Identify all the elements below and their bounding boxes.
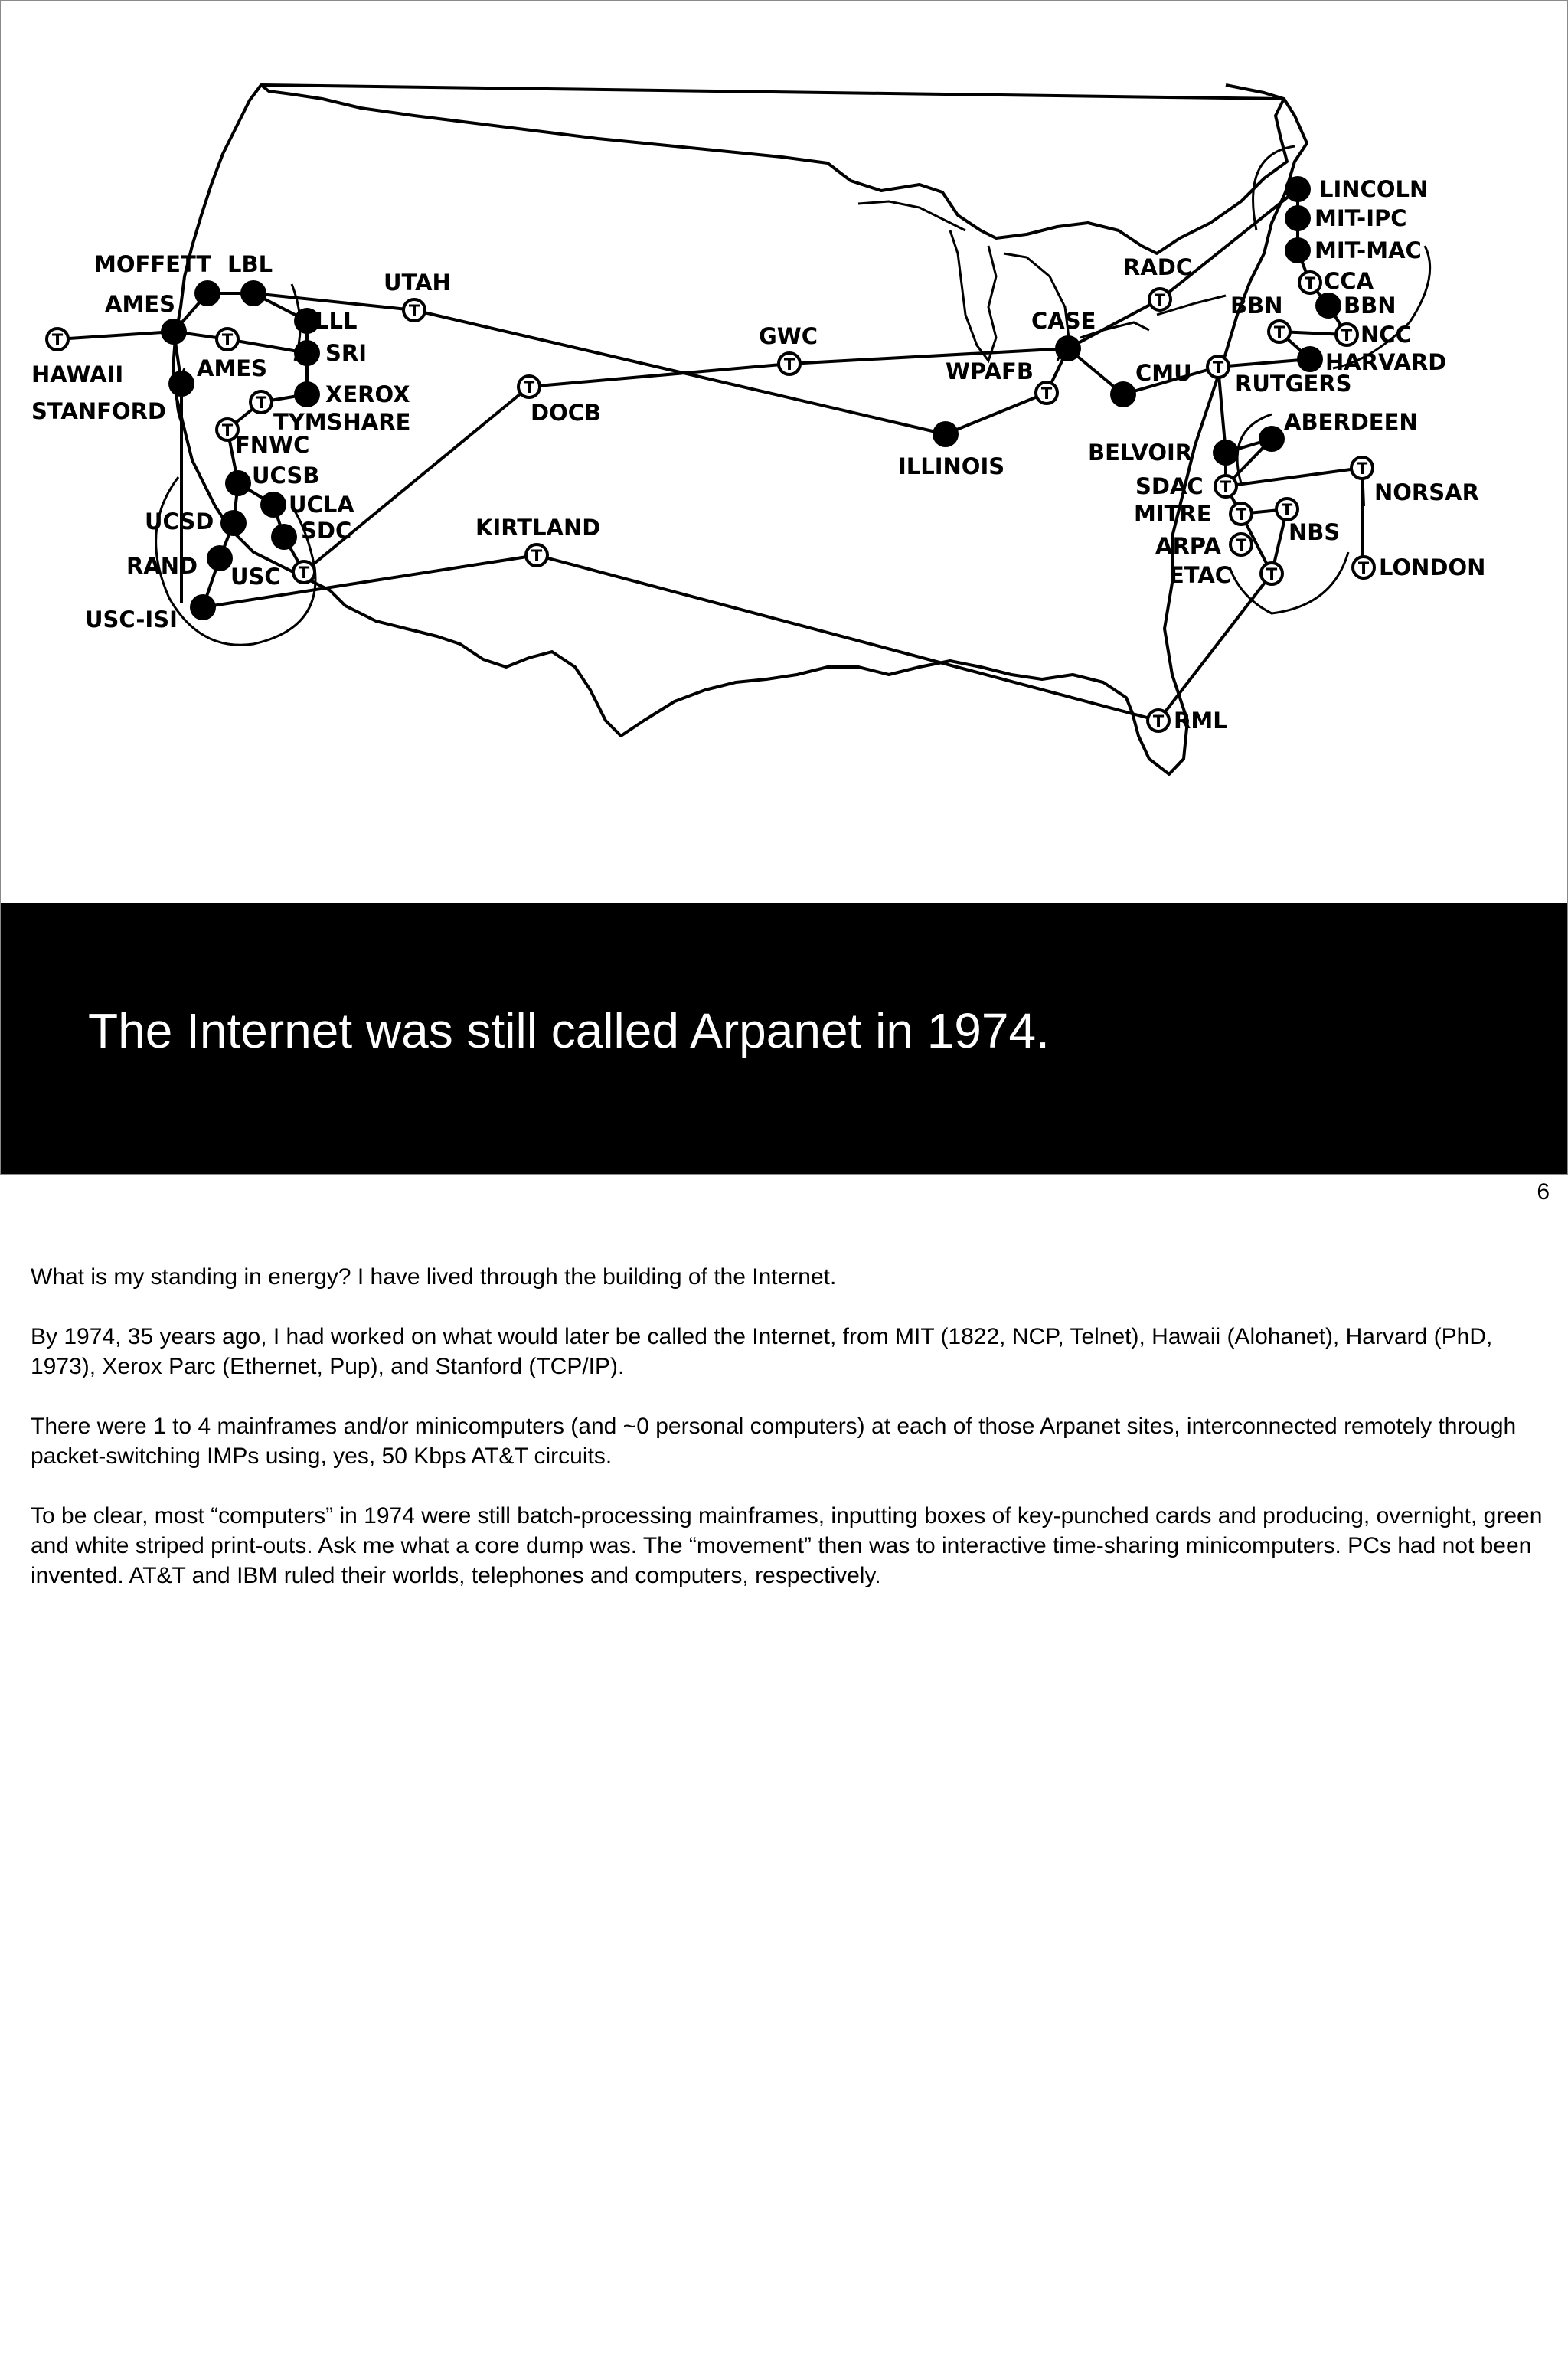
svg-text:T: T	[531, 547, 543, 565]
label-rand: RAND	[126, 553, 198, 579]
tip-node	[1215, 476, 1236, 497]
tip-node	[1207, 356, 1229, 378]
notes-paragraph: By 1974, 35 years ago, I had worked on what would later be called the Internet, from MIT (1822, NCP, Telnet), Hawaii (Alohanet), Harvard (PhD, 1973), Xerox Parc (Ethernet, Pup), and Stanford (TCP/IP).	[31, 1324, 1493, 1379]
label-lincoln: LINCOLN	[1319, 176, 1429, 202]
label-belvoir: BELVOIR	[1088, 440, 1193, 466]
tip-node	[518, 376, 540, 397]
label-norsar: NORSAR	[1374, 479, 1479, 505]
label-fnwc: FNWC	[235, 432, 310, 458]
tip-node	[217, 329, 238, 350]
label-nbs: NBS	[1289, 519, 1341, 545]
node-labels	[31, 176, 1485, 734]
tip-node	[1230, 503, 1252, 525]
svg-text:T: T	[1212, 358, 1224, 377]
tip-node	[1299, 272, 1321, 293]
svg-text:T: T	[1356, 459, 1368, 478]
speaker-notes	[31, 1262, 1543, 1620]
label-rutgers: RUTGERS	[1235, 371, 1352, 397]
tip-node	[526, 544, 547, 566]
label-bbn-2: BBN	[1344, 293, 1396, 319]
label-rml: RML	[1174, 708, 1227, 734]
label-case: CASE	[1031, 308, 1096, 334]
svg-text:T: T	[1235, 536, 1247, 554]
label-mit-mac: MIT-MAC	[1315, 237, 1422, 263]
tip-node	[1351, 457, 1373, 479]
label-arpa: ARPA	[1155, 533, 1221, 559]
label-etac: ETAC	[1169, 562, 1232, 588]
label-gwc: GWC	[759, 323, 818, 349]
notes-paragraph: To be clear, most “computers” in 1974 were still batch-processing mainframes, inputting boxes of key-punched cards and producing, overnight, green and white striped print-outs. Ask me what a core dump was. The “movement” then was to interactive time-sharing minicomputers. PCs had not been invented. AT&T and IBM ruled their worlds, telephones and computers, respectively.	[31, 1503, 1543, 1588]
notes-paragraph: What is my standing in energy? I have lived through the building of the Internet.	[31, 1264, 837, 1290]
label-hawaii: HAWAII	[31, 361, 124, 387]
tip-node	[1261, 563, 1282, 584]
label-mit-ipc: MIT-IPC	[1315, 205, 1407, 231]
label-ncc: NCC	[1361, 322, 1412, 348]
tip-node	[1036, 382, 1057, 404]
tip-node	[1276, 499, 1298, 520]
tip-node	[779, 353, 800, 374]
label-xerox: XEROX	[325, 381, 410, 407]
label-utah: UTAH	[384, 270, 451, 296]
svg-text:T: T	[221, 421, 234, 440]
svg-text:T: T	[1040, 384, 1053, 403]
svg-text:T: T	[221, 331, 234, 349]
slide	[0, 0, 1568, 1175]
svg-text:T: T	[1281, 501, 1293, 519]
tip-node	[1230, 534, 1252, 555]
label-tymshare: TYMSHARE	[273, 409, 411, 435]
svg-text:T: T	[1304, 274, 1316, 293]
label-cca: CCA	[1324, 268, 1374, 294]
label-aberdeen: ABERDEEN	[1284, 409, 1418, 435]
label-ucsb: UCSB	[252, 463, 320, 489]
svg-text:T: T	[298, 564, 310, 582]
svg-text:T: T	[1273, 323, 1285, 342]
svg-text:T: T	[408, 302, 420, 320]
label-docb: DOCB	[531, 400, 602, 426]
tip-node	[403, 299, 425, 321]
label-lbl: LBL	[227, 251, 273, 277]
tip-node	[1336, 324, 1357, 345]
label-moffett: MOFFETT	[94, 251, 212, 277]
label-radc: RADC	[1123, 254, 1193, 280]
label-sdac: SDAC	[1135, 473, 1204, 499]
label-usc: USC	[230, 564, 281, 590]
label-ames: AMES	[105, 291, 175, 317]
caption-bar	[1, 903, 1567, 1174]
label-sri: SRI	[325, 340, 368, 366]
tip-node	[293, 561, 315, 583]
arpanet-map	[1, 1, 1567, 903]
label-sdc-west: SDC	[301, 518, 352, 544]
notes-paragraph: There were 1 to 4 mainframes and/or minicomputers (and ~0 personal computers) at each of those Arpanet sites, interconnected remotely through packet-switching IMPs using, yes, 50 Kbps AT&T circuits.	[31, 1414, 1517, 1469]
svg-text:T: T	[783, 355, 795, 374]
svg-text:T: T	[1266, 565, 1278, 584]
svg-text:T: T	[1341, 326, 1353, 345]
label-mitre: MITRE	[1134, 501, 1212, 527]
label-bbn-1: BBN	[1230, 293, 1283, 319]
label-kirtland: KIRTLAND	[475, 515, 601, 541]
label-usc-isi: USC-ISI	[85, 606, 178, 633]
label-stanford: STANFORD	[31, 398, 166, 424]
label-cmu: CMU	[1135, 360, 1192, 386]
label-wpafb: WPAFB	[946, 358, 1034, 384]
tip-node	[1269, 321, 1290, 342]
tip-node	[1148, 710, 1169, 731]
svg-text:T: T	[1357, 559, 1370, 577]
slide-caption: The Internet was still called Arpanet in 1974.	[88, 1003, 1050, 1058]
label-ucsd: UCSD	[145, 508, 214, 535]
svg-text:T: T	[1235, 505, 1247, 524]
label-lll: LLL	[315, 308, 358, 334]
svg-text:T: T	[1220, 478, 1232, 496]
svg-text:T: T	[255, 394, 267, 412]
tip-node	[1353, 557, 1374, 578]
arpanet-map-drawing	[1, 1, 1567, 903]
great-lakes	[858, 201, 1226, 361]
label-illinois: ILLINOIS	[898, 453, 1005, 479]
tip-node	[250, 391, 272, 413]
label-ames-2: AMES	[197, 355, 267, 381]
svg-text:T: T	[51, 331, 64, 349]
tip-node	[47, 329, 68, 350]
label-london: LONDON	[1379, 554, 1486, 580]
label-harvard: HARVARD	[1325, 349, 1447, 375]
svg-text:T: T	[523, 378, 535, 397]
label-ucla: UCLA	[289, 492, 354, 518]
tip-node	[1149, 289, 1171, 310]
svg-text:T: T	[1154, 291, 1166, 309]
svg-text:T: T	[1152, 712, 1165, 731]
page-number: 6	[1537, 1179, 1550, 1205]
